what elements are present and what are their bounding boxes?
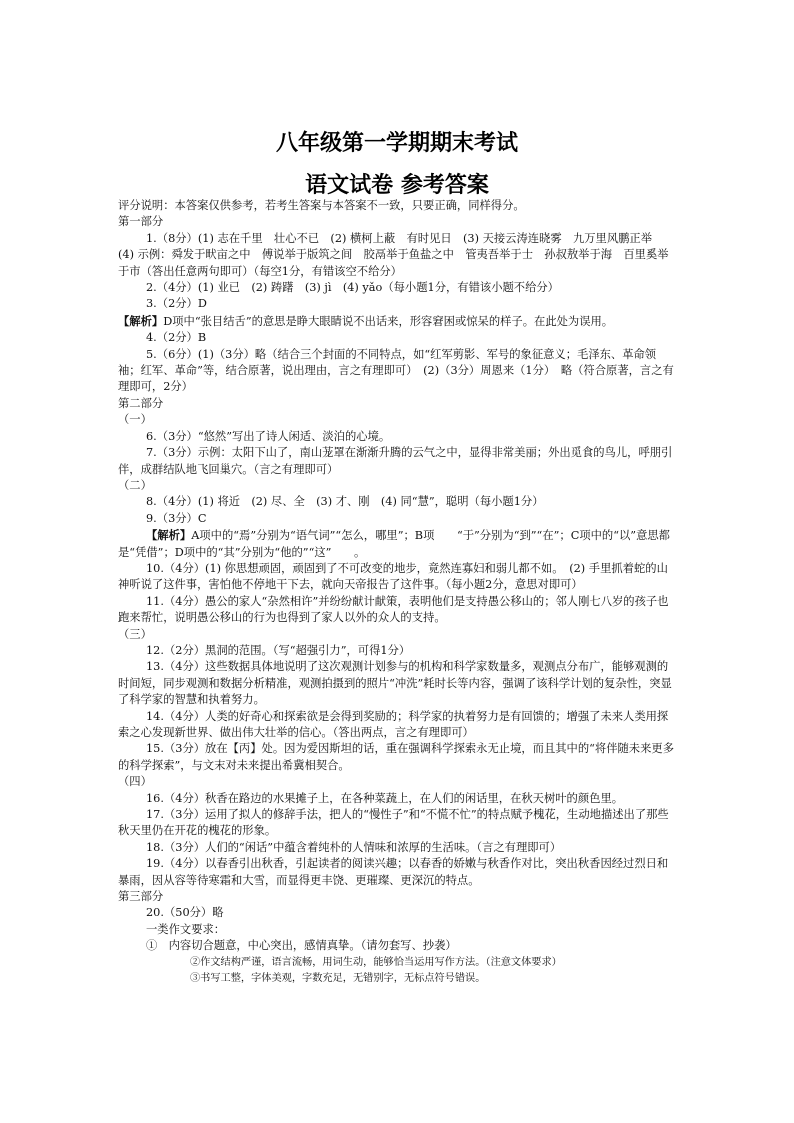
answer-18: 18.（3分）人们的“闲话”中蕴含着纯朴的人情味和浓厚的生活味。（言之有理即可） (146, 840, 562, 854)
analysis-text: A项中的“焉”分别为“语气词”“怎么，哪里”；B项 “于”分别为“到”“在”；C项中的“以”意思都是“凭借”；D项中的“其”分别为“他的”“这” 。 (118, 529, 670, 559)
answer-4: 4.（2分）B (146, 331, 207, 345)
exam-subtitle: 语文试卷 参考答案 (305, 172, 489, 198)
part-3-heading: 第三部分 (118, 890, 164, 904)
section-2-heading: （二） (118, 478, 152, 492)
answer-6: 6.（3分）“悠然”写出了诗人闲适、淡泊的心境。 (146, 429, 391, 443)
analysis-label: 【解析】 (118, 313, 164, 328)
part-1-heading: 第一部分 (118, 215, 164, 229)
answer-7: 7.（3分）示例：太阳下山了，南山茏罩在渐渐升腾的云气之中，显得非常美丽；外出觅食的鸟儿，呼朋引伴，成群结队地飞回巢穴。（言之有理即可） (118, 446, 673, 476)
answer-13: 13.（4分）这些数据具体地说明了这次观测计划参与的机构和科学家数量多，观测点分布广，能够观测的时间短，同步观测和数据分析精准，观测拍摄到的照片“冲洗”耗时长等内容，强调了该科学计划的复杂性，突显了科学家的智慧和执着努力。 (118, 660, 672, 707)
answer-8: 8.（4分）(1) 将近 (2) 尽、全 (3) 才、刚 (4) 同“慧”，聪明（每小题1分） (146, 495, 544, 509)
analysis-text: D项中“张目结舌”的意思是睁大眼睛说不出话来，形容窘困或惊呆的样子。在此处为误用。 (163, 314, 614, 328)
essay-requirement-1: ① 内容切合题意，中心突出，感情真挚。（请勿套写、抄袭） (146, 939, 457, 953)
answer-content (118, 198, 678, 988)
answer-20: 20.（50分）略 (146, 906, 224, 920)
answer-1: 1.（8分）(1) 志在千里 壮心不已 (2) 横柯上蔽 有时见日 (3) 天接云涛连晓雾 九万里风鹏正举 (4) 示例：舜发于畎亩之中 傅说举于版筑之间 胶鬲举于鱼盐之中 管夷吾举于士 孙叔敖举于海 百里奚举于市（答出任意两句即可）（每空1分，有错该空不给分） (118, 231, 669, 278)
answer-15: 15.（3分）放在【丙】处。因为爱因斯坦的话，重在强调科学探索永无止境，而且其中的“将伴随未来更多的科学探索”，与文末对未来提出希冀相契合。 (118, 742, 674, 772)
section-1-heading: （一） (118, 413, 152, 427)
part-2-heading: 第二部分 (118, 396, 164, 410)
essay-requirement-3: ③书写工整，字体美观，字数充足，无错别字，无标点符号错误。 (190, 973, 486, 985)
answer-19: 19.（4分）以春香引出秋香，引起读者的阅读兴趣；以春香的娇嫩与秋香作对比，突出秋香因经过烈日和暴雨，因从容等待寒霜和大雪，而显得更丰饶、更璀璨、更深沉的特点。 (118, 857, 669, 887)
essay-requirement-2: ②作文结构严谨，语言流畅，用词生动，能够恰当运用写作方法。（注意文体要求） (190, 956, 562, 968)
answer-10: 10.（4分）(1) 你思想顽固，顽固到了不可改变的地步，竟然连寡妇和弱儿都不如。 (2) 手里抓着蛇的山神听说了这件事，害怕他不停地干下去，就向天帝报告了这件事。（每小题2分，意思对即可） (118, 561, 668, 592)
answer-5: 5.（6分）(1)（3分）略（结合三个封面的不同特点，如“红军剪影、军号的象征意义；毛泽东、革命领袖；红军、革命”等，结合原著，说出理由，言之有理即可） (2)（3分）周恩来（1分） 略（符合原著，言之有理即可，2分） (118, 347, 674, 394)
essay-requirements-heading: 一类作文要求： (146, 922, 226, 936)
analysis-label: 【解析】 (146, 528, 192, 543)
answer-11: 11.（4分）愚公的家人“杂然相许”并纷纷献计献策，表明他们是支持愚公移山的；邻人刚七八岁的孩子也跑来帮忙，说明愚公移山的行为也得到了家人以外的众人的支持。 (118, 594, 669, 625)
exam-title: 八年级第一学期期末考试 (275, 130, 518, 156)
answer-16: 16.（4分）秋香在路边的水果摊子上，在各种菜蔬上，在人们的闲话里，在秋天树叶的颜色里。 (146, 791, 624, 805)
answer-3: 3.（2分）D (146, 297, 207, 311)
section-3-heading: （三） (118, 627, 152, 641)
answer-9: 9.（3分）C (146, 511, 207, 525)
answer-17: 17.（3分）运用了拟人的修辞手法，把人的“慢性子”和“不慌不忙”的特点赋予槐花，生动地描述出了那些秋天里仍在开花的槐花的形象。 (118, 808, 669, 838)
section-4-heading: （四） (118, 775, 152, 789)
scoring-note: 评分说明：本答案仅供参考，若考生答案与本答案不一致，只要正确，同样得分。 (118, 199, 525, 212)
answer-12: 12.（2分）黑洞的范围。（写“超强引力”，可得1分） (146, 643, 411, 657)
analysis-3 (118, 313, 678, 330)
answer-2: 2.（4分）(1) 业已 (2) 踌躇 (3) jì (4) yǎo（每小题1分，有错该小题不给分） (146, 281, 559, 295)
answer-14: 14.（4分）人类的好奇心和探索欲是会得到奖励的；科学家的执着努力是有回馈的；增强了未来人类用探索之心发现新世界、做出伟大壮举的信心。（答出两点，言之有理即可） (118, 709, 669, 739)
analysis-9 (118, 527, 678, 561)
